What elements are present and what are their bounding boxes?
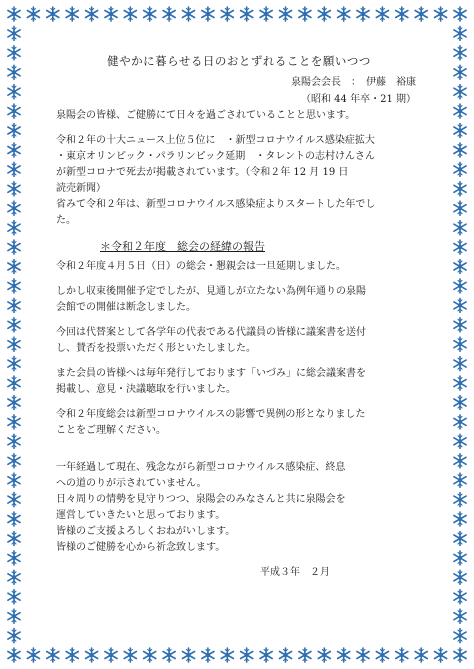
snowflake-icon: [8, 240, 20, 254]
closing-line: 皆様のご健勝を心から祈念致します。: [56, 542, 226, 553]
snowflake-icon: [8, 298, 20, 312]
snowflake-icon: [454, 512, 466, 526]
snowflake-icon: [47, 7, 59, 21]
snowflake-icon: [454, 182, 466, 196]
snowflake-icon: [8, 493, 20, 507]
intro-line: 読売新聞）: [56, 183, 106, 194]
snowflake-icon: [105, 7, 117, 21]
snowflake-icon: [454, 240, 466, 254]
snowflake-icon: [163, 648, 175, 662]
snowflake-icon: [8, 85, 20, 99]
snowflake-icon: [27, 648, 39, 662]
snowflake-icon: [454, 26, 466, 40]
report-line: 会館での開催は断念しました。: [56, 302, 196, 313]
snowflake-icon: [8, 532, 20, 546]
section-heading: [100, 238, 422, 255]
snowflake-icon: [454, 318, 466, 332]
snowflake-icon: [454, 590, 466, 604]
snowflake-icon: [8, 318, 20, 332]
snowflake-icon: [454, 357, 466, 371]
letter-body: [56, 52, 422, 612]
snowflake-icon: [454, 473, 466, 487]
report-line: 令和２年度４月５日（日）の総会・懇親会は一旦延期しました。: [56, 261, 346, 272]
snowflake-icon: [8, 65, 20, 79]
snowflake-icon: [221, 648, 233, 662]
snowflake-icon: [202, 648, 214, 662]
report-paragraph: [56, 284, 422, 316]
snowflake-icon: [454, 201, 466, 215]
snowflake-icon: [8, 279, 20, 293]
snowflake-icon: [454, 85, 466, 99]
snowflake-icon: [435, 7, 447, 21]
snowflake-icon: [86, 648, 98, 662]
report-line: しかし収束後開催予定でしたが、見通しが立たない為例年通りの泉陽: [56, 286, 366, 297]
snowflake-icon: [454, 454, 466, 468]
report-paragraph: [56, 325, 422, 357]
snowflake-icon: [8, 415, 20, 429]
intro-line: た。: [56, 215, 76, 226]
report-line: 令和２年度総会は新型コロナウイルスの影響で異例の形となりました: [56, 409, 366, 420]
snowflake-icon: [8, 104, 20, 118]
snowflake-icon: [8, 162, 20, 176]
snowflake-icon: [8, 46, 20, 60]
report-paragraph: [56, 259, 422, 275]
snowflake-icon: [318, 7, 330, 21]
report-line: ことをご理解ください。: [56, 425, 166, 436]
report-line: 掲載し、意見・決議聴取を行いました。: [56, 384, 236, 395]
closing-line: への道のりが示されていません。: [56, 478, 207, 489]
snowflake-icon: [86, 7, 98, 21]
page-title: 健やかに暮らせる日のおとずれることを願いつつ: [107, 54, 371, 68]
snowflake-icon: [8, 570, 20, 584]
snowflake-icon: [8, 434, 20, 448]
snowflake-icon: [202, 7, 214, 21]
snowflake-icon: [8, 182, 20, 196]
snowflake-icon: [124, 648, 136, 662]
spacer: [56, 448, 422, 460]
snowflake-icon: [415, 7, 427, 21]
report-line: また会員の皆様へは毎年発行しております「いづみ」に総会議案書を: [56, 368, 366, 379]
snowflake-icon: [454, 629, 466, 643]
snowflake-icon: [8, 357, 20, 371]
snowflake-icon: [8, 376, 20, 390]
snowflake-icon: [105, 648, 117, 662]
snowflake-icon: [66, 648, 78, 662]
snowflake-icon: [454, 396, 466, 410]
snowflake-icon: [338, 648, 350, 662]
snowflake-icon: [8, 143, 20, 157]
snowflake-icon: [8, 260, 20, 274]
snowflake-icon: [144, 648, 156, 662]
snowflake-icon: [8, 512, 20, 526]
snowflake-icon: [66, 7, 78, 21]
closing-line: 運営していきたいと思っております。: [56, 510, 226, 521]
snowflake-icon: [454, 143, 466, 157]
report-paragraph: [56, 407, 422, 439]
snowflake-icon: [454, 162, 466, 176]
snowflake-icon: [299, 648, 311, 662]
snowflake-icon: [241, 648, 253, 662]
snowflake-icon: [260, 648, 272, 662]
report-paragraph: [56, 366, 422, 398]
intro-news: [56, 133, 422, 229]
intro-line: 省みて令和２年は、新型コロナウイルス感染症よりスタートした年でし: [56, 199, 376, 210]
snowflake-icon: [454, 65, 466, 79]
snowflake-icon: [27, 7, 39, 21]
snowflake-icon: [396, 7, 408, 21]
snowflake-icon: [8, 337, 20, 351]
closing-line: 皆様のご支援よろしくおねがいします。: [56, 526, 236, 537]
snowflake-icon: [221, 7, 233, 21]
snowflake-icon: [8, 454, 20, 468]
snowflake-icon: [8, 201, 20, 215]
snowflake-icon: [454, 7, 466, 21]
snowflake-icon: [454, 570, 466, 584]
snowflake-icon: [454, 376, 466, 390]
letter-date: 平成３年 ２月: [260, 567, 330, 578]
snowflake-icon: [182, 648, 194, 662]
snowflake-icon: [454, 298, 466, 312]
snowflake-icon: [415, 648, 427, 662]
snowflake-icon: [47, 648, 59, 662]
snowflake-icon: [454, 46, 466, 60]
intro-greeting: [56, 108, 422, 124]
snowflake-icon: [454, 260, 466, 274]
snowflake-icon: [124, 7, 136, 21]
author-line: 泉陽会会長 ： 伊藤 裕康: [291, 77, 416, 88]
snowflake-icon: [435, 648, 447, 662]
section-heading-text: ＊令和２年度 総会の経緯の報告: [100, 240, 265, 253]
snowflake-icon: [454, 434, 466, 448]
snowflake-icon: [357, 648, 369, 662]
snowflake-icon: [454, 415, 466, 429]
snowflake-icon: [454, 609, 466, 623]
intro-line: 泉陽会の皆様、ご健勝にて日々を過ごされていることと思います。: [56, 110, 356, 121]
snowflake-icon: [318, 648, 330, 662]
snowflake-icon: [8, 221, 20, 235]
snowflake-icon: [338, 7, 350, 21]
snowflake-icon: [8, 473, 20, 487]
snowflake-icon: [8, 396, 20, 410]
snowflake-icon: [241, 7, 253, 21]
snowflake-icon: [454, 493, 466, 507]
snowflake-icon: [376, 7, 388, 21]
snowflake-icon: [454, 279, 466, 293]
snowflake-icon: [357, 7, 369, 21]
snowflake-icon: [279, 648, 291, 662]
snowflake-icon: [8, 26, 20, 40]
snowflake-icon: [454, 124, 466, 138]
snowflake-icon: [182, 7, 194, 21]
snowflake-icon: [8, 648, 20, 662]
intro-line: ・東京オリンピック・パラリンピック延期 ・タレントの志村けんさん: [56, 151, 375, 162]
snowflake-icon: [454, 337, 466, 351]
snowflake-icon: [454, 551, 466, 565]
snowflake-icon: [8, 590, 20, 604]
snowflake-icon: [454, 221, 466, 235]
report-line: 今回は代替案として各学年の代表である代議員の皆様に議案書を送付: [56, 327, 366, 338]
snowflake-icon: [299, 7, 311, 21]
snowflake-icon: [8, 124, 20, 138]
snowflake-icon: [396, 648, 408, 662]
intro-line: が新型コロナで死去が掲載されています。（令和２年 12 月 19 日: [56, 167, 349, 178]
closing-line: 日々周りの情勢を見守りつつ、泉陽会のみなさんと共に泉陽会を: [56, 494, 346, 505]
snowflake-icon: [376, 648, 388, 662]
snowflake-icon: [8, 551, 20, 565]
snowflake-icon: [260, 7, 272, 21]
snowflake-icon: [8, 629, 20, 643]
snowflake-icon: [454, 648, 466, 662]
snowflake-icon: [144, 7, 156, 21]
snowflake-icon: [8, 7, 20, 21]
snowflake-icon: [454, 104, 466, 118]
snowflake-icon: [454, 532, 466, 546]
author-note: （昭和 44 年卒・21 期）: [301, 94, 416, 105]
closing-line: 一年経過して現在、残念ながら新型コロナウイルス感染症、終息: [56, 462, 346, 473]
snowflake-icon: [163, 7, 175, 21]
report-line: し、賛否を投票いただく形といたしました。: [56, 343, 256, 354]
snowflake-icon: [8, 609, 20, 623]
closing-paragraph: [56, 460, 422, 556]
snowflake-icon: [279, 7, 291, 21]
intro-line: 令和２年の十大ニュース上位５位に ・新型コロナウイルス感染症拡大: [56, 135, 375, 146]
